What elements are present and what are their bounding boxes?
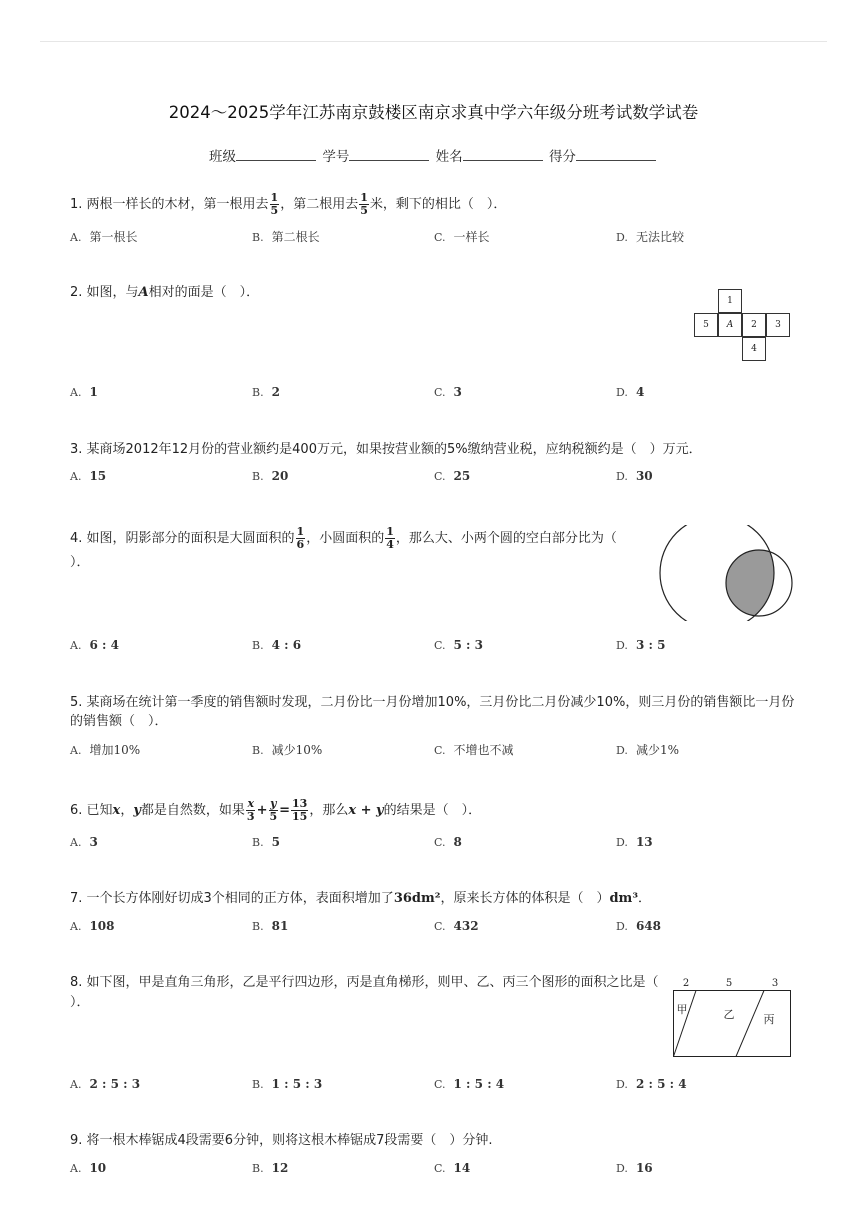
option-d[interactable]: D. 13 bbox=[616, 835, 653, 849]
question-3: 3. 某商场2012年12月份的营业额约是400万元，如果按营业额的5%缴纳营业税，应纳税额约是（ ）万元． bbox=[70, 442, 702, 457]
option-a[interactable]: A. 增加10% bbox=[70, 743, 141, 757]
option-a[interactable]: A. 108 bbox=[70, 919, 115, 933]
options-q7 bbox=[70, 919, 810, 939]
option-b[interactable]: B. 2 bbox=[252, 385, 280, 399]
question-5: 5. 某商场在统计第一季度的销售额时发现，二月份比一月份增加10%，三月份比二月份减少10%，则三月份的销售额比一月份的销售额（ ）． bbox=[70, 695, 795, 729]
option-d[interactable]: D. 无法比较 bbox=[616, 230, 684, 244]
shapes-figure bbox=[668, 975, 796, 1061]
header-divider bbox=[40, 41, 827, 42]
option-a[interactable]: A. 6 : 4 bbox=[70, 638, 119, 652]
fraction: $\frac{1}{5}$ bbox=[270, 191, 279, 217]
fraction: $\frac{x}{3}$ bbox=[246, 797, 255, 823]
option-a[interactable]: A. 10 bbox=[70, 1161, 107, 1175]
option-d[interactable]: D. 减少1% bbox=[616, 743, 679, 757]
option-c[interactable]: C. 一样长 bbox=[434, 230, 490, 244]
divider-line-1 bbox=[674, 991, 697, 1057]
option-d[interactable]: D. 648 bbox=[616, 919, 661, 933]
option-c[interactable]: C. 3 bbox=[434, 385, 462, 399]
options-q6 bbox=[70, 835, 810, 855]
question-6: 6. 已知x，y都是自然数，如果 $\frac{x}{3}$ + $\frac{y}{5}$ = $\frac{13}{15}$ ，那么x + y的结果是（ ）． bbox=[70, 797, 482, 823]
option-c[interactable]: C. 14 bbox=[434, 1161, 471, 1175]
question-2: 2. 如图，与A相对的面是（ ）． bbox=[70, 285, 260, 300]
option-c[interactable]: C. 432 bbox=[434, 919, 479, 933]
net-face: 4 bbox=[742, 337, 766, 361]
option-d[interactable]: D. 4 bbox=[616, 385, 645, 399]
option-a[interactable]: A. 2 : 5 : 3 bbox=[70, 1077, 141, 1091]
question-8: 8. 如下图，甲是直角三角形，乙是平行四边形，丙是直角梯形，则甲、乙、丙三个图形的面积之比是（ bbox=[70, 975, 659, 990]
option-b[interactable]: B. 减少10% bbox=[252, 743, 323, 757]
net-face: 1 bbox=[718, 289, 742, 313]
top-label: 5 bbox=[725, 978, 733, 989]
net-face: A bbox=[718, 313, 742, 337]
cube-net-figure bbox=[694, 289, 794, 365]
option-c[interactable]: C. 25 bbox=[434, 469, 471, 483]
options-q4 bbox=[70, 638, 810, 658]
region-label-yi: 乙 bbox=[723, 1008, 735, 1021]
options-q8 bbox=[70, 1077, 810, 1097]
question-7: 7. 一个长方体刚好切成3个相同的正方体，表面积增加了36dm²，原来长方体的体积是（ ）dm³． bbox=[70, 891, 652, 906]
option-b[interactable]: B. 81 bbox=[252, 919, 289, 933]
student-id-blank[interactable] bbox=[349, 148, 429, 161]
option-c[interactable]: C. 1 : 5 : 4 bbox=[434, 1077, 505, 1091]
options-q9 bbox=[70, 1161, 810, 1181]
option-a[interactable]: A. 15 bbox=[70, 469, 107, 483]
question-4: 4. 如图，阴影部分的面积是大圆面积的 $\frac{1}{6}$ ，小圆面积的 $\frac{1}{4}$ ，那么大、小两个圆的空白部分比为（ bbox=[70, 525, 617, 551]
class-label: 班级 bbox=[209, 149, 237, 165]
fraction: $\frac{y}{5}$ bbox=[269, 797, 278, 823]
region-label-jia: 甲 bbox=[676, 1003, 688, 1016]
option-c[interactable]: C. 5 : 3 bbox=[434, 638, 484, 652]
question-9: 9. 将一根木棒锯成4段需要6分钟，则将这根木棒锯成7段需要（ ）分钟. bbox=[70, 1133, 493, 1148]
options-q1 bbox=[70, 228, 810, 248]
top-label: 2 bbox=[682, 978, 690, 989]
net-face: 3 bbox=[766, 313, 790, 337]
option-b[interactable]: B. 20 bbox=[252, 469, 289, 483]
divider-line-2 bbox=[736, 991, 764, 1057]
option-b[interactable]: B. 5 bbox=[252, 835, 280, 849]
fraction: $\frac{13}{15}$ bbox=[292, 797, 308, 823]
two-circles-figure bbox=[655, 525, 800, 621]
question-8-continued: ）． bbox=[70, 995, 90, 1010]
class-blank[interactable] bbox=[236, 148, 316, 161]
options-q2 bbox=[70, 385, 810, 405]
fraction: $\frac{1}{4}$ bbox=[386, 525, 394, 551]
page-title: 2024～2025学年江苏南京鼓楼区南京求真中学六年级分班考试数学试卷 bbox=[168, 103, 699, 122]
option-d[interactable]: D. 2 : 5 : 4 bbox=[616, 1077, 687, 1091]
net-face: 5 bbox=[694, 313, 718, 337]
region-label-bing: 丙 bbox=[763, 1013, 775, 1026]
option-b[interactable]: B. 1 : 5 : 3 bbox=[252, 1077, 323, 1091]
option-d[interactable]: D. 16 bbox=[616, 1161, 653, 1175]
option-b[interactable]: B. 12 bbox=[252, 1161, 289, 1175]
options-q3 bbox=[70, 469, 810, 489]
option-a[interactable]: A. 3 bbox=[70, 835, 98, 849]
option-a[interactable]: A. 1 bbox=[70, 385, 98, 399]
net-face: 2 bbox=[742, 313, 766, 337]
question-1: 1. 两根一样长的木材，第一根用去 $\frac{1}{5}$ ，第二根用去 $\frac{1}{5}$ 米，剩下的相比（ ）． bbox=[70, 191, 507, 217]
student-id-label: 学号 bbox=[322, 149, 350, 165]
option-b[interactable]: B. 4 : 6 bbox=[252, 638, 302, 652]
option-d[interactable]: D. 3 : 5 bbox=[616, 638, 666, 652]
score-blank[interactable] bbox=[576, 148, 656, 161]
name-blank[interactable] bbox=[463, 148, 543, 161]
name-label: 姓名 bbox=[435, 149, 463, 165]
top-label: 3 bbox=[771, 978, 779, 989]
option-c[interactable]: C. 8 bbox=[434, 835, 462, 849]
fraction: $\frac{1}{5}$ bbox=[360, 191, 368, 217]
option-a[interactable]: A. 第一根长 bbox=[70, 230, 138, 244]
option-d[interactable]: D. 30 bbox=[616, 469, 653, 483]
fraction: $\frac{1}{6}$ bbox=[296, 525, 305, 551]
option-b[interactable]: B. 第二根长 bbox=[252, 230, 320, 244]
option-c[interactable]: C. 不增也不减 bbox=[434, 743, 514, 757]
options-q5 bbox=[70, 741, 810, 761]
student-info-line bbox=[0, 145, 867, 165]
question-4-continued: ）． bbox=[70, 555, 90, 570]
score-label: 得分 bbox=[548, 149, 576, 165]
